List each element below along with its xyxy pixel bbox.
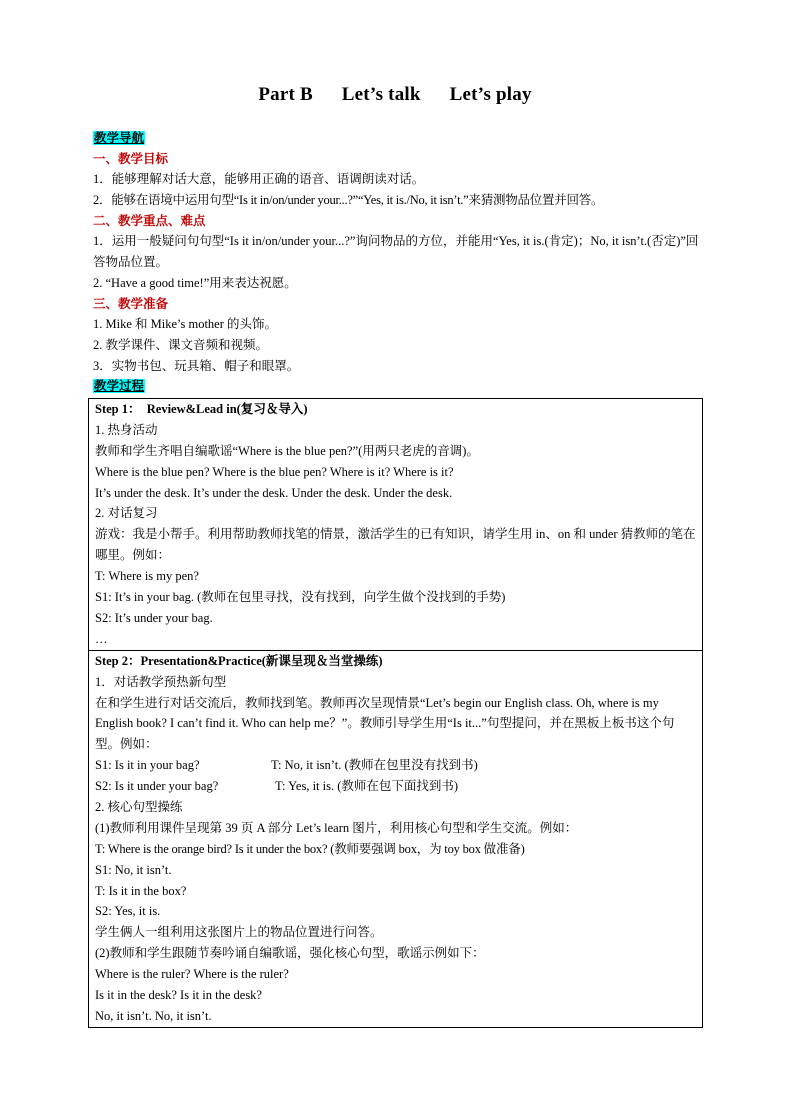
title-talk: Let’s talk	[341, 84, 421, 105]
page-title	[0, 84, 790, 106]
step2-heading: Step 2：Presentation&Practice(新课呈现＆当堂操练)	[95, 653, 383, 668]
step1-ellipsis: …	[95, 631, 108, 646]
step1-row	[89, 399, 703, 651]
step1-heading: Step 1： Review&Lead in(复习＆导入)	[95, 402, 308, 416]
prep-2: 2. 教学课件、课文音频和视频。	[93, 337, 269, 352]
step2-line: T: Is it in the box?	[95, 883, 187, 898]
step2-line: S2: Yes, it is.	[95, 904, 161, 919]
step2-cell	[89, 650, 703, 1027]
step1-line: 2. 对话复习	[95, 506, 158, 521]
dialogue-question: S1: Is it in your bag?	[95, 758, 200, 773]
step2-line: S1: No, it isn’t.	[95, 862, 172, 877]
step1-cell	[89, 399, 703, 651]
prep-3: 3．实物书包、玩具箱、帽子和眼罩。	[93, 358, 300, 373]
step1-line: T: Where is my pen?	[95, 569, 199, 584]
goals-heading: 一、教学目标	[93, 151, 169, 166]
step2-line: 1．对话教学预热新句型	[95, 674, 227, 689]
dialogue-answer: T: No, it isn’t. (教师在包里没有找到书)	[271, 758, 478, 773]
step2-line: 学生俩人一组利用这张图片上的物品位置进行问答。	[95, 925, 383, 940]
step1-line: Where is the blue pen? Where is the blue pen? Where is it? Where is it?	[95, 464, 454, 479]
prep-1: 1. Mike 和 Mike’s mother 的头饰。	[93, 317, 278, 332]
step1-line: 1. 热身活动	[95, 422, 158, 437]
step2-line: T: Where is the orange bird? Is it under the box? (教师要强调 box，为 toy box 做准备)	[95, 841, 525, 856]
step2-line: (2)教师和学生跟随节奏吟诵自编歌谣，强化核心句型，歌谣示例如下：	[95, 946, 485, 961]
focus-2: 2. “Have a good time!”用来表达祝愿。	[93, 275, 297, 290]
step2-line: (1)教师利用课件呈现第 39 页 A 部分 Let’s learn 图片，利用核心句型和学生交流。例如：	[95, 820, 578, 835]
nav-heading: 教学导航	[94, 131, 145, 145]
step2-line: 2. 核心句型操练	[95, 800, 183, 814]
focus-1: 1．运用一般疑问句句型“Is it in/on/under your...?”询问物品的方位，并能用“Yes, it is.(肯定)；No, it isn’t.(否定)”回答物品位置。	[93, 234, 699, 270]
step1-line: 教师和学生齐唱自编歌谣“Where is the blue pen?”(用两只老虎的音调)。	[95, 443, 479, 458]
process-heading: 教学过程	[94, 379, 145, 394]
step1-line: It’s under the desk. It’s under the desk. Under the desk. Under the desk.	[95, 485, 453, 500]
prep-heading: 三、教学准备	[93, 296, 169, 311]
step2-line: Where is the ruler? Where is the ruler?	[95, 967, 289, 982]
step2-dialogue-line	[95, 755, 696, 776]
goal-1: 1．能够理解对话大意，能够用正确的语音、语调朗读对话。	[93, 172, 425, 187]
step2-line: Is it in the desk? Is it in the desk?	[95, 988, 262, 1003]
step2-line: 在和学生进行对话交流后，教师找到笔。教师再次呈现情景“Let’s begin our English class. Oh, where is my English book? I can’t find it. Who can help me？”。教师引导学生用“Is it...”句型提问，并在黑板上板书这个句型。例如：	[95, 695, 675, 752]
teaching-navigation	[93, 128, 703, 397]
step1-line: S2: It’s under your bag.	[95, 610, 213, 625]
focus-heading: 二、教学重点、难点	[93, 213, 206, 228]
process-table	[88, 398, 703, 1028]
title-play: Let’s play	[449, 84, 532, 105]
step2-line: No, it isn’t. No, it isn’t.	[95, 1008, 212, 1023]
dialogue-question: S2: Is it under your bag?	[95, 779, 219, 794]
step2-row	[89, 650, 703, 1027]
goal-2: 2．能够在语境中运用句型“Is it in/on/under your...?”“Yes, it is./No, it isn’t.”来猜测物品位置并回答。	[93, 193, 604, 208]
dialogue-answer: T: Yes, it is. (教师在包下面找到书)	[275, 779, 459, 794]
step1-line: S1: It’s in your bag. (教师在包里寻找，没有找到，向学生做个没找到的手势)	[95, 590, 506, 605]
title-part: Part B	[258, 84, 313, 105]
step2-dialogue-line	[95, 776, 696, 797]
step1-line: 游戏：我是小帮手。利用帮助教师找笔的情景，激活学生的已有知识，请学生用 in、on 和 under 猜教师的笔在哪里。例如：	[95, 527, 696, 563]
